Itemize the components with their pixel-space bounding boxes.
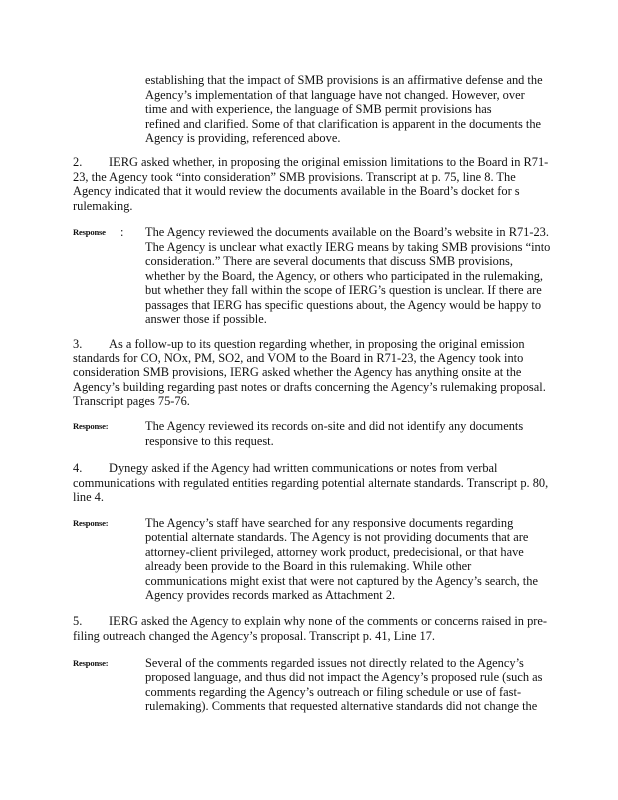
question-line: communications with regulated entities regarding potential alternate standards. Transcript p. 80,	[73, 476, 549, 490]
question-line: line 4.	[73, 490, 104, 504]
text-line: Agency’s implementation of that language have not changed. However, over	[145, 88, 525, 102]
response-line: answer those if possible.	[145, 312, 267, 326]
question-line: Transcript pages 75-76.	[73, 394, 190, 408]
response-line: rulemaking). Comments that requested alternative standards did not change the	[145, 699, 538, 713]
response-label: Response:	[73, 518, 109, 528]
text-line: time and with experience, the language of SMB permit provisions has	[145, 102, 492, 116]
item-number: 5.	[73, 614, 83, 628]
question-line: 23, the Agency took “into consideration” SMB provisions. Transcript at p. 75, line 8. The	[73, 170, 516, 184]
response-line: The Agency’s staff have searched for any responsive documents regarding	[145, 516, 514, 530]
response-line: communications might exist that were not captured by the Agency’s search, the	[145, 574, 538, 588]
response-line: responsive to this request.	[145, 434, 274, 448]
response-line: but whether they fall within the scope of IERG’s question is unclear. If there are	[145, 283, 542, 297]
question-line: standards for CO, NOx, PM, SO2, and VOM to the Board in R71-23, the Agency took into	[73, 351, 524, 365]
item-number: 3.	[73, 337, 83, 351]
response-line: Several of the comments regarded issues not directly related to the Agency’s	[145, 656, 524, 670]
response-line: whether by the Board, the Agency, or others who participated in the rulemaking,	[145, 269, 543, 283]
question-line: IERG asked the Agency to explain why none of the comments or concerns raised in pre-	[109, 614, 548, 628]
response-label: Response:	[73, 421, 109, 431]
question-line: Agency’s building regarding past notes or drafts concerning the Agency’s rulemaking proposal.	[73, 380, 546, 394]
response-line: consideration.” There are several documents that discuss SMB provisions,	[145, 254, 513, 268]
response-line: attorney-client privileged, attorney work product, predecisional, or that have	[145, 545, 524, 559]
question-line: IERG asked whether, in proposing the original emission limitations to the Board in R71-	[109, 155, 549, 169]
text-line: establishing that the impact of SMB provisions is an affirmative defense and the	[145, 73, 543, 87]
response-label: Response	[73, 227, 106, 237]
response-line: The Agency reviewed its records on-site and did not identify any documents	[145, 419, 524, 433]
question-line: filing outreach changed the Agency’s proposal. Transcript p. 41, Line 17.	[73, 629, 436, 643]
response-line: Agency provides records marked as Attachment 2.	[145, 588, 396, 602]
text-line: Agency is providing, referenced above.	[145, 131, 341, 145]
question-line: rulemaking.	[73, 199, 133, 213]
response-label: Response:	[73, 658, 109, 668]
question-line: As a follow-up to its question regarding whether, in proposing the original emission	[109, 337, 525, 351]
response-colon: :	[120, 225, 124, 239]
question-line: Dynegy asked if the Agency had written communications or notes from verbal	[109, 461, 498, 475]
response-line: already been provide to the Board in this rulemaking. While other	[145, 559, 472, 573]
response-line: The Agency is unclear what exactly IERG means by taking SMB provisions “into	[145, 240, 551, 254]
question-line: Agency indicated that it would review the documents available in the Board’s docket for s	[73, 184, 520, 198]
response-line: potential alternate standards. The Agency is not providing documents that are	[145, 530, 529, 544]
item-number: 4.	[73, 461, 83, 475]
response-line: proposed language, and thus did not impact the Agency’s proposed rule (such as	[145, 670, 543, 684]
item-number: 2.	[73, 155, 83, 169]
response-line: The Agency reviewed the documents available on the Board’s website in R71-23.	[145, 225, 549, 239]
question-line: consideration SMB provisions, IERG asked whether the Agency has anything onsite at the	[73, 365, 522, 379]
text-line: refined and clarified. Some of that clarification is apparent in the documents the	[145, 117, 542, 131]
response-line: comments regarding the Agency’s outreach or filing schedule or use of fast-	[145, 685, 522, 699]
response-line: passages that IERG has specific questions about, the Agency would be happy to	[145, 298, 542, 312]
